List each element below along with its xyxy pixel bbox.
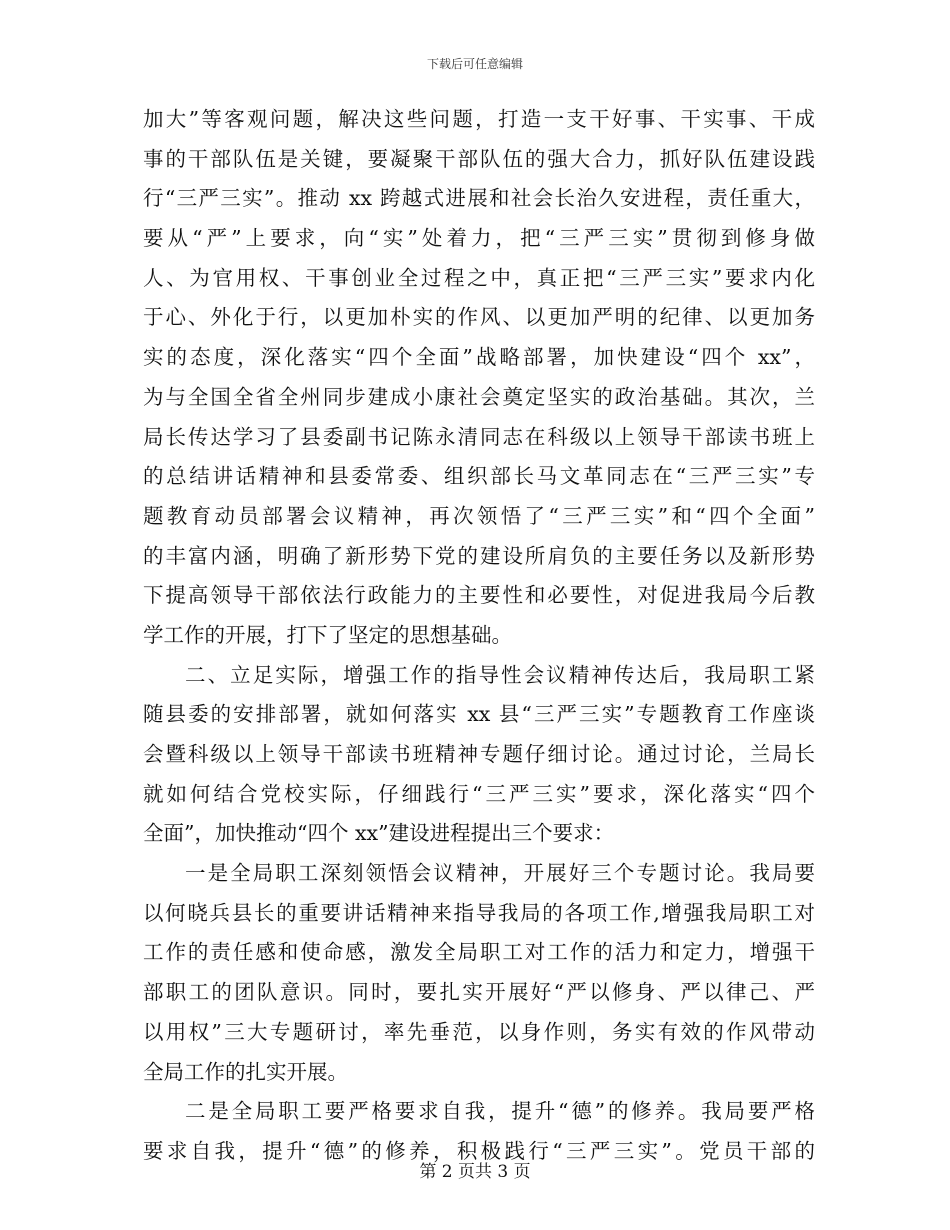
text-line: 就如何结合党校实际，仔细践行“三严三实”要求，深化落实“四个	[143, 781, 815, 806]
text-line: 以用权”三大专题研讨，率先垂范，以身作则，务实有效的作风带动	[143, 1019, 815, 1044]
text-line: 下提高领导干部依法行政能力的主要性和必要性，对促进我局今后教	[143, 583, 815, 608]
text-line: 加大”等客观问题，解决这些问题，打造一支干好事、干实事、干成	[143, 107, 815, 131]
text-line: 实的态度，深化落实“四个全面”战略部署，加快建设“四个 xx”，	[143, 345, 815, 370]
text-line: 工作的责任感和使命感，激发全局职工对工作的活力和定力，增强干	[143, 940, 815, 965]
text-line: 随县委的安排部署，就如何落实 xx 县“三严三实”专题教育工作座谈	[143, 702, 815, 727]
page-footer: 第 2 页共 3 页	[419, 1162, 531, 1182]
text-line: 行“三严三实”。推动 xx 跨越式进展和社会长治久安进程，责任重大，	[143, 186, 815, 211]
text-line: 要从“严”上要求，向“实”处着力，把“三严三实”贯彻到修身做	[143, 226, 815, 251]
text-line: 局长传达学习了县委副书记陈永清同志在科级以上领导干部读书班上	[143, 424, 815, 449]
text-line: 题教育动员部署会议精神，再次领悟了“三严三实”和“四个全面”	[143, 503, 815, 528]
paragraph-first-line: 一是全局职工深刻领悟会议精神，开展好三个专题讨论。我局要	[185, 861, 815, 886]
text-line: 以何晓兵县长的重要讲话精神来指导我局的各项工作,增强我局职工对	[143, 900, 815, 925]
text-line: 事的干部队伍是关键，要凝聚干部队伍的强大合力，抓好队伍建设践	[143, 146, 815, 171]
text-line: 的总结讲话精神和县委常委、组织部长马文革同志在“三严三实”专	[143, 464, 815, 489]
document-body	[143, 100, 815, 1172]
text-line: 为与全国全省全州同步建成小康社会奠定坚实的政治基础。其次，兰	[143, 384, 815, 409]
text-line: 全局工作的扎实开展。	[143, 1059, 348, 1084]
text-line: 学工作的开展，打下了坚定的思想基础。	[143, 622, 512, 647]
text-line: 部职工的团队意识。同时，要扎实开展好“严以修身、严以律己、严	[143, 980, 815, 1005]
page-header: 下载后可任意编辑	[426, 57, 523, 71]
text-line: 要求自我，提升“德”的修养，积极践行“三严三实”。党员干部的	[143, 1138, 815, 1163]
text-line: 于心、外化于行，以更加朴实的作风、以更加严明的纪律、以更加务	[143, 305, 815, 330]
paragraph-first-line: 二、立足实际，增强工作的指导性会议精神传达后，我局职工紧	[185, 662, 815, 687]
text-line: 的丰富内涵，明确了新形势下党的建设所肩负的主要任务以及新形势	[143, 543, 815, 568]
paragraph-first-line: 二是全局职工要严格要求自我，提升“德”的修养。我局要严格	[185, 1099, 815, 1124]
text-line: 会暨科级以上领导干部读书班精神专题仔细讨论。通过讨论，兰局长	[143, 742, 815, 766]
text-line: 人、为官用权、干事创业全过程之中，真正把“三严三实”要求内化	[143, 265, 815, 290]
text-line: 全面”，加快推动“四个 xx”建设进程提出三个要求：	[143, 821, 615, 846]
